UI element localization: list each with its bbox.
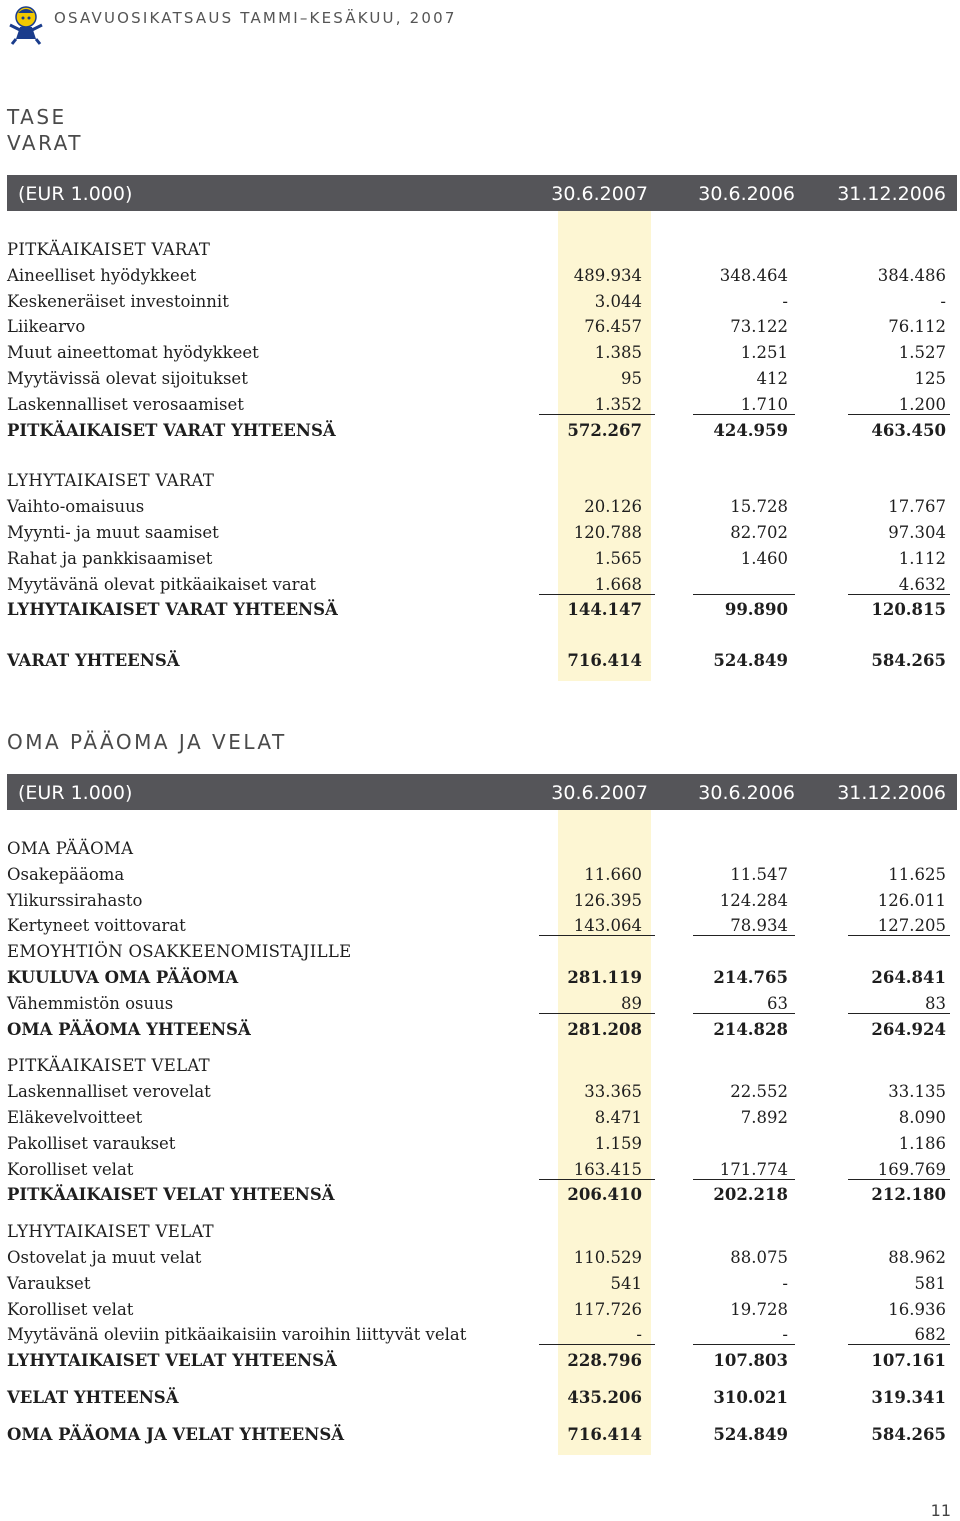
row-value-col2: - <box>782 1325 788 1345</box>
row-value-col2: 1.460 <box>740 548 788 568</box>
table-row <box>0 1323 960 1345</box>
table-row <box>0 315 960 337</box>
report-title: OSAVUOSIKATSAUS TAMMI–KESÄKUU, 2007 <box>54 9 457 27</box>
row-value-col2: 124.284 <box>719 890 788 910</box>
subtotal-underline <box>848 935 950 936</box>
table-row <box>0 1106 960 1128</box>
row-value-col1: 572.267 <box>567 420 642 440</box>
section-title-varat: VARAT <box>7 131 84 155</box>
row-value-col1: 110.529 <box>573 1248 642 1267</box>
row-value-col2: 73.122 <box>730 317 788 337</box>
table-row <box>0 863 960 885</box>
row-label: KUULUVA OMA PÄÄOMA <box>7 968 239 987</box>
table-row <box>0 495 960 517</box>
table-row <box>0 290 960 312</box>
subtotal-underline <box>539 935 655 936</box>
row-value-col1: 541 <box>610 1273 642 1293</box>
row-value-col3: 1.527 <box>898 343 946 363</box>
row-label: Ylikurssirahasto <box>7 890 143 910</box>
row-label: Ostovelat ja muut velat <box>7 1248 202 1267</box>
table-row <box>0 1349 960 1371</box>
table-row <box>0 393 960 415</box>
subtotal-underline <box>539 1344 655 1345</box>
row-value-col2: 214.765 <box>713 968 788 987</box>
row-label: Myytävänä oleviin pitkäaikaisiin varoihin liittyvät velat <box>7 1325 467 1345</box>
row-label: Myytävissä olevat sijoitukset <box>7 369 248 388</box>
row-label: PITKÄAIKAISET VARAT <box>7 240 211 259</box>
row-value-col1: 126.395 <box>573 890 642 910</box>
table-row <box>0 966 960 988</box>
row-value-col3: 169.769 <box>877 1159 946 1179</box>
row-label: VARAT YHTEENSÄ <box>7 651 180 671</box>
table-row <box>0 521 960 543</box>
row-value-col2: - <box>782 1273 788 1293</box>
table-row <box>0 1158 960 1180</box>
row-value-col1: 1.668 <box>594 574 642 594</box>
row-value-col3: 17.767 <box>888 497 946 517</box>
row-value-col3: 120.815 <box>871 600 946 620</box>
row-label: Rahat ja pankkisaamiset <box>7 548 213 568</box>
subtotal-underline <box>693 1179 795 1180</box>
table-row <box>0 1423 960 1445</box>
row-value-col3: 384.486 <box>877 265 946 285</box>
row-label: PITKÄAIKAISET VELAT YHTEENSÄ <box>7 1185 335 1205</box>
table-row <box>0 914 960 936</box>
row-value-col2: 82.702 <box>730 523 788 542</box>
row-value-col1: 95 <box>621 369 642 388</box>
row-label: LYHYTAIKAISET VARAT <box>7 471 215 491</box>
row-label: Aineelliset hyödykkeet <box>7 265 197 285</box>
row-value-col3: 107.161 <box>871 1351 946 1371</box>
row-value-col2: 1.710 <box>740 394 788 414</box>
row-value-col3: 126.011 <box>877 890 946 910</box>
row-value-col1: 163.415 <box>573 1159 642 1179</box>
row-value-col2: 348.464 <box>719 265 788 285</box>
row-label: Laskennalliset verovelat <box>7 1082 211 1102</box>
assets-table-header <box>7 175 957 211</box>
row-value-col2: 524.849 <box>713 1424 788 1444</box>
row-value-col3: 125 <box>914 369 946 388</box>
row-label: Vaihto-omaisuus <box>7 497 145 517</box>
row-value-col1: - <box>636 1325 642 1345</box>
row-value-col1: 1.352 <box>594 394 642 414</box>
company-mascot-logo-icon <box>6 3 46 45</box>
table-row <box>0 1080 960 1102</box>
table-row <box>0 573 960 595</box>
page-header <box>0 0 960 48</box>
table-row <box>0 992 960 1014</box>
row-value-col3: 97.304 <box>888 523 946 542</box>
table-row <box>0 419 960 441</box>
subtotal-underline <box>539 1013 655 1014</box>
row-value-col1: 20.126 <box>584 497 642 517</box>
row-label: PITKÄAIKAISET VARAT YHTEENSÄ <box>7 420 336 440</box>
column-header-31-12-2006: 31.12.2006 <box>837 183 946 205</box>
row-value-col1: 11.660 <box>584 864 642 884</box>
table-row <box>0 341 960 363</box>
row-value-col2: 19.728 <box>730 1299 788 1319</box>
row-value-col3: 584.265 <box>871 651 946 671</box>
row-label: Varaukset <box>7 1273 91 1293</box>
row-value-col3: 1.186 <box>898 1133 946 1153</box>
row-label: VELAT YHTEENSÄ <box>7 1388 179 1407</box>
table-row <box>0 837 960 859</box>
row-value-col1: 144.147 <box>567 600 642 620</box>
subtotal-underline <box>693 414 795 415</box>
table-row <box>0 598 960 620</box>
row-value-col2: 1.251 <box>740 343 788 363</box>
row-value-col2: 424.959 <box>713 420 788 440</box>
subtotal-underline <box>848 414 950 415</box>
subtotal-underline <box>693 935 795 936</box>
row-value-col2: 99.890 <box>724 600 788 620</box>
row-label: Osakepääoma <box>7 864 125 884</box>
row-value-col3: 1.112 <box>898 548 946 568</box>
row-value-col1: 89 <box>621 993 642 1013</box>
liabilities-table-header <box>7 774 957 810</box>
table-row <box>0 238 960 260</box>
subtotal-underline <box>539 594 655 595</box>
subtotal-underline <box>539 414 655 415</box>
row-value-col3: 8.090 <box>898 1108 946 1127</box>
row-value-col1: 143.064 <box>573 916 642 936</box>
table-row <box>0 547 960 569</box>
row-label: Myytävänä olevat pitkäaikaiset varat <box>7 574 317 594</box>
row-value-col3: 212.180 <box>871 1185 946 1205</box>
row-value-col2: 171.774 <box>719 1159 788 1179</box>
row-label: OMA PÄÄOMA <box>7 839 134 858</box>
row-label: Muut aineettomat hyödykkeet <box>7 343 259 363</box>
table-row <box>0 367 960 389</box>
row-value-col2: - <box>782 291 788 311</box>
row-value-col3: 581 <box>914 1273 946 1293</box>
table-row <box>0 1272 960 1294</box>
row-value-col1: 206.410 <box>567 1185 642 1205</box>
unit-label: (EUR 1.000) <box>18 782 133 804</box>
row-value-col1: 76.457 <box>584 317 642 337</box>
row-label: Korolliset velat <box>7 1299 134 1319</box>
subtotal-underline <box>693 1344 795 1345</box>
row-value-col2: 78.934 <box>730 916 788 936</box>
row-label: Keskeneräiset investoinnit <box>7 291 229 311</box>
row-value-col1: 3.044 <box>594 291 642 311</box>
row-value-col3: - <box>940 291 946 311</box>
row-value-col1: 435.206 <box>567 1388 642 1407</box>
subtotal-underline <box>848 594 950 595</box>
row-value-col2: 214.828 <box>713 1019 788 1039</box>
row-value-col1: 1.159 <box>594 1133 642 1153</box>
column-header-30-6-2007: 30.6.2007 <box>551 782 648 804</box>
row-label: Liikearvo <box>7 317 86 337</box>
table-row <box>0 1054 960 1076</box>
table-row <box>0 1220 960 1242</box>
row-value-col1: 716.414 <box>567 1424 642 1444</box>
section-title-tase: TASE <box>7 105 67 129</box>
table-row <box>0 1298 960 1320</box>
subtotal-underline <box>693 1013 795 1014</box>
row-value-col3: 4.632 <box>898 574 946 594</box>
subtotal-underline <box>848 1179 950 1180</box>
row-label: Vähemmistön osuus <box>7 993 174 1013</box>
row-value-col1: 1.565 <box>594 548 642 568</box>
row-label: Myynti- ja muut saamiset <box>7 523 219 542</box>
page-number: 11 <box>930 1501 951 1520</box>
row-label: LYHYTAIKAISET VARAT YHTEENSÄ <box>7 600 338 620</box>
row-label: Pakolliset varaukset <box>7 1133 176 1153</box>
row-label: LYHYTAIKAISET VELAT YHTEENSÄ <box>7 1351 337 1371</box>
row-label: OMA PÄÄOMA YHTEENSÄ <box>7 1019 251 1039</box>
row-value-col3: 682 <box>914 1325 946 1345</box>
row-value-col3: 463.450 <box>871 420 946 440</box>
subtotal-underline <box>539 1179 655 1180</box>
table-row <box>0 1386 960 1408</box>
row-label: OMA PÄÄOMA JA VELAT YHTEENSÄ <box>7 1424 345 1444</box>
row-value-col2: 524.849 <box>713 651 788 671</box>
row-value-col2: 107.803 <box>713 1351 788 1371</box>
row-value-col2: 63 <box>767 993 788 1013</box>
row-value-col3: 1.200 <box>898 394 946 414</box>
row-value-col1: 228.796 <box>567 1351 642 1371</box>
row-value-col3: 88.962 <box>888 1248 946 1267</box>
table-row <box>0 649 960 671</box>
row-value-col1: 489.934 <box>573 265 642 285</box>
row-label: Kertyneet voittovarat <box>7 916 186 936</box>
column-header-31-12-2006: 31.12.2006 <box>837 782 946 804</box>
row-value-col1: 120.788 <box>573 523 642 542</box>
table-row <box>0 469 960 491</box>
table-row <box>0 1246 960 1268</box>
subtotal-underline <box>848 1344 950 1345</box>
row-value-col2: 15.728 <box>730 497 788 517</box>
table-row <box>0 1018 960 1040</box>
row-label: Korolliset velat <box>7 1159 134 1179</box>
row-value-col3: 11.625 <box>888 864 946 884</box>
section-title-equity-liabilities: OMA PÄÄOMA JA VELAT <box>7 730 287 754</box>
table-row <box>0 889 960 911</box>
row-value-col3: 76.112 <box>888 317 946 337</box>
table-row <box>0 1132 960 1154</box>
column-header-30-6-2006: 30.6.2006 <box>698 782 795 804</box>
table-row <box>0 1183 960 1205</box>
row-value-col2: 310.021 <box>713 1388 788 1407</box>
row-value-col2: 412 <box>756 369 788 388</box>
row-value-col1: 281.208 <box>567 1019 642 1039</box>
column-header-30-6-2006: 30.6.2006 <box>698 183 795 205</box>
table-row <box>0 940 960 962</box>
subtotal-underline <box>848 1013 950 1014</box>
row-value-col3: 264.924 <box>871 1019 946 1039</box>
row-value-col3: 127.205 <box>877 916 946 936</box>
row-label: Eläkevelvoitteet <box>7 1108 143 1127</box>
row-value-col3: 319.341 <box>871 1388 946 1407</box>
row-value-col1: 1.385 <box>594 343 642 363</box>
column-header-30-6-2007: 30.6.2007 <box>551 183 648 205</box>
unit-label: (EUR 1.000) <box>18 183 133 205</box>
row-value-col2: 22.552 <box>730 1082 788 1102</box>
row-value-col3: 16.936 <box>888 1299 946 1319</box>
subtotal-underline <box>693 594 795 595</box>
row-value-col1: 716.414 <box>567 651 642 671</box>
row-value-col3: 584.265 <box>871 1424 946 1444</box>
row-value-col1: 8.471 <box>594 1108 642 1127</box>
row-label: LYHYTAIKAISET VELAT <box>7 1222 214 1242</box>
table-row <box>0 264 960 286</box>
row-value-col3: 83 <box>925 993 946 1013</box>
row-value-col2: 11.547 <box>730 864 788 884</box>
row-label: EMOYHTIÖN OSAKKEENOMISTAJILLE <box>7 942 352 962</box>
row-value-col1: 281.119 <box>567 968 642 987</box>
row-label: PITKÄAIKAISET VELAT <box>7 1056 210 1076</box>
row-label: Laskennalliset verosaamiset <box>7 394 244 414</box>
row-value-col2: 7.892 <box>740 1108 788 1127</box>
row-value-col2: 202.218 <box>713 1185 788 1205</box>
row-value-col1: 117.726 <box>573 1299 642 1319</box>
row-value-col2: 88.075 <box>730 1248 788 1267</box>
row-value-col3: 264.841 <box>871 968 946 987</box>
row-value-col3: 33.135 <box>888 1082 946 1102</box>
row-value-col1: 33.365 <box>584 1082 642 1102</box>
